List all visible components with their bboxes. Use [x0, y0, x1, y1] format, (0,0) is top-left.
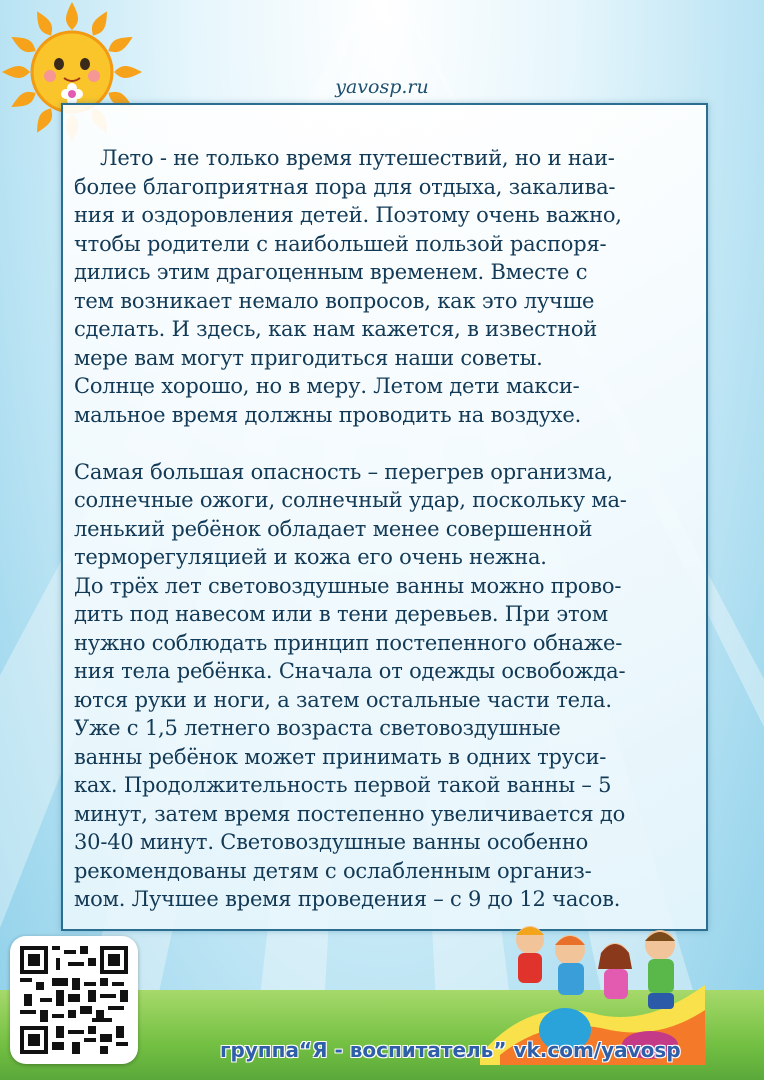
text-line: ются руки и ноги, а затем остальные части тела. — [74, 687, 612, 712]
text-line: дить под навесом или в тени деревьев. При этом — [74, 602, 608, 626]
footer-group-link[interactable]: группа“Я - воспитатель” vk.com/yavosp — [220, 1038, 681, 1062]
article-text — [74, 144, 704, 914]
qr-code-icon — [20, 946, 128, 1054]
text-line: более благоприятная пора для отдыха, закалива- — [74, 174, 616, 199]
text-line: ния тела ребёнка. Сначала от одежды освобожда- — [74, 659, 626, 683]
text-line: Самая большая опасность – перегрев организма, — [74, 459, 613, 484]
paragraph-gap — [74, 429, 704, 458]
text-line: мом. Лучшее время проведения – с 9 до 12 часов. — [74, 887, 621, 911]
text-line: До трёх лет световоздушные ванны можно прово- — [74, 573, 622, 598]
text-line: сделать. И здесь, как нам кажется, в известной — [74, 317, 598, 341]
site-url: yavosp.ru — [335, 76, 429, 98]
text-line: терморегуляцией и кожа его очень нежна. — [74, 545, 547, 569]
qr-code[interactable] — [10, 936, 138, 1064]
text-line: нужно соблюдать принцип постепенного обнаже- — [74, 630, 623, 655]
text-line: тем возникает немало вопросов, как это лучше — [74, 288, 595, 313]
text-line: Уже с 1,5 летнего возраста световоздушные — [74, 716, 561, 740]
text-line: 30-40 минут. Световоздушные ванны особенно — [74, 830, 589, 854]
text-line: ванны ребёнок может принимать в одних труси- — [74, 744, 607, 769]
text-line: мере вам могут пригодиться наши советы. — [74, 345, 543, 370]
text-line: Лето - не только время путешествий, но и наи- — [100, 146, 615, 170]
text-line: дились этим драгоценным временем. Вместе с — [74, 260, 588, 284]
text-line: рекомендованы детям с ослабленным организ- — [74, 858, 592, 883]
text-line: Солнце хорошо, но в меру. Летом дети макси- — [74, 374, 580, 398]
text-line: ния и оздоровления детей. Поэтому очень важно, — [74, 203, 622, 227]
text-line: минут, затем время постепенно увеличивается до — [74, 801, 626, 826]
text-line: мальное время должны проводить на воздухе. — [74, 402, 582, 427]
text-line: ленький ребёнок обладает менее совершенной — [74, 516, 593, 541]
text-line: чтобы родители с наибольшей пользой распоря- — [74, 231, 607, 256]
text-line: ках. Продолжительность первой такой ванны – 5 — [74, 773, 612, 797]
text-line: солнечные ожоги, солнечный удар, поскольку ма- — [74, 488, 627, 512]
